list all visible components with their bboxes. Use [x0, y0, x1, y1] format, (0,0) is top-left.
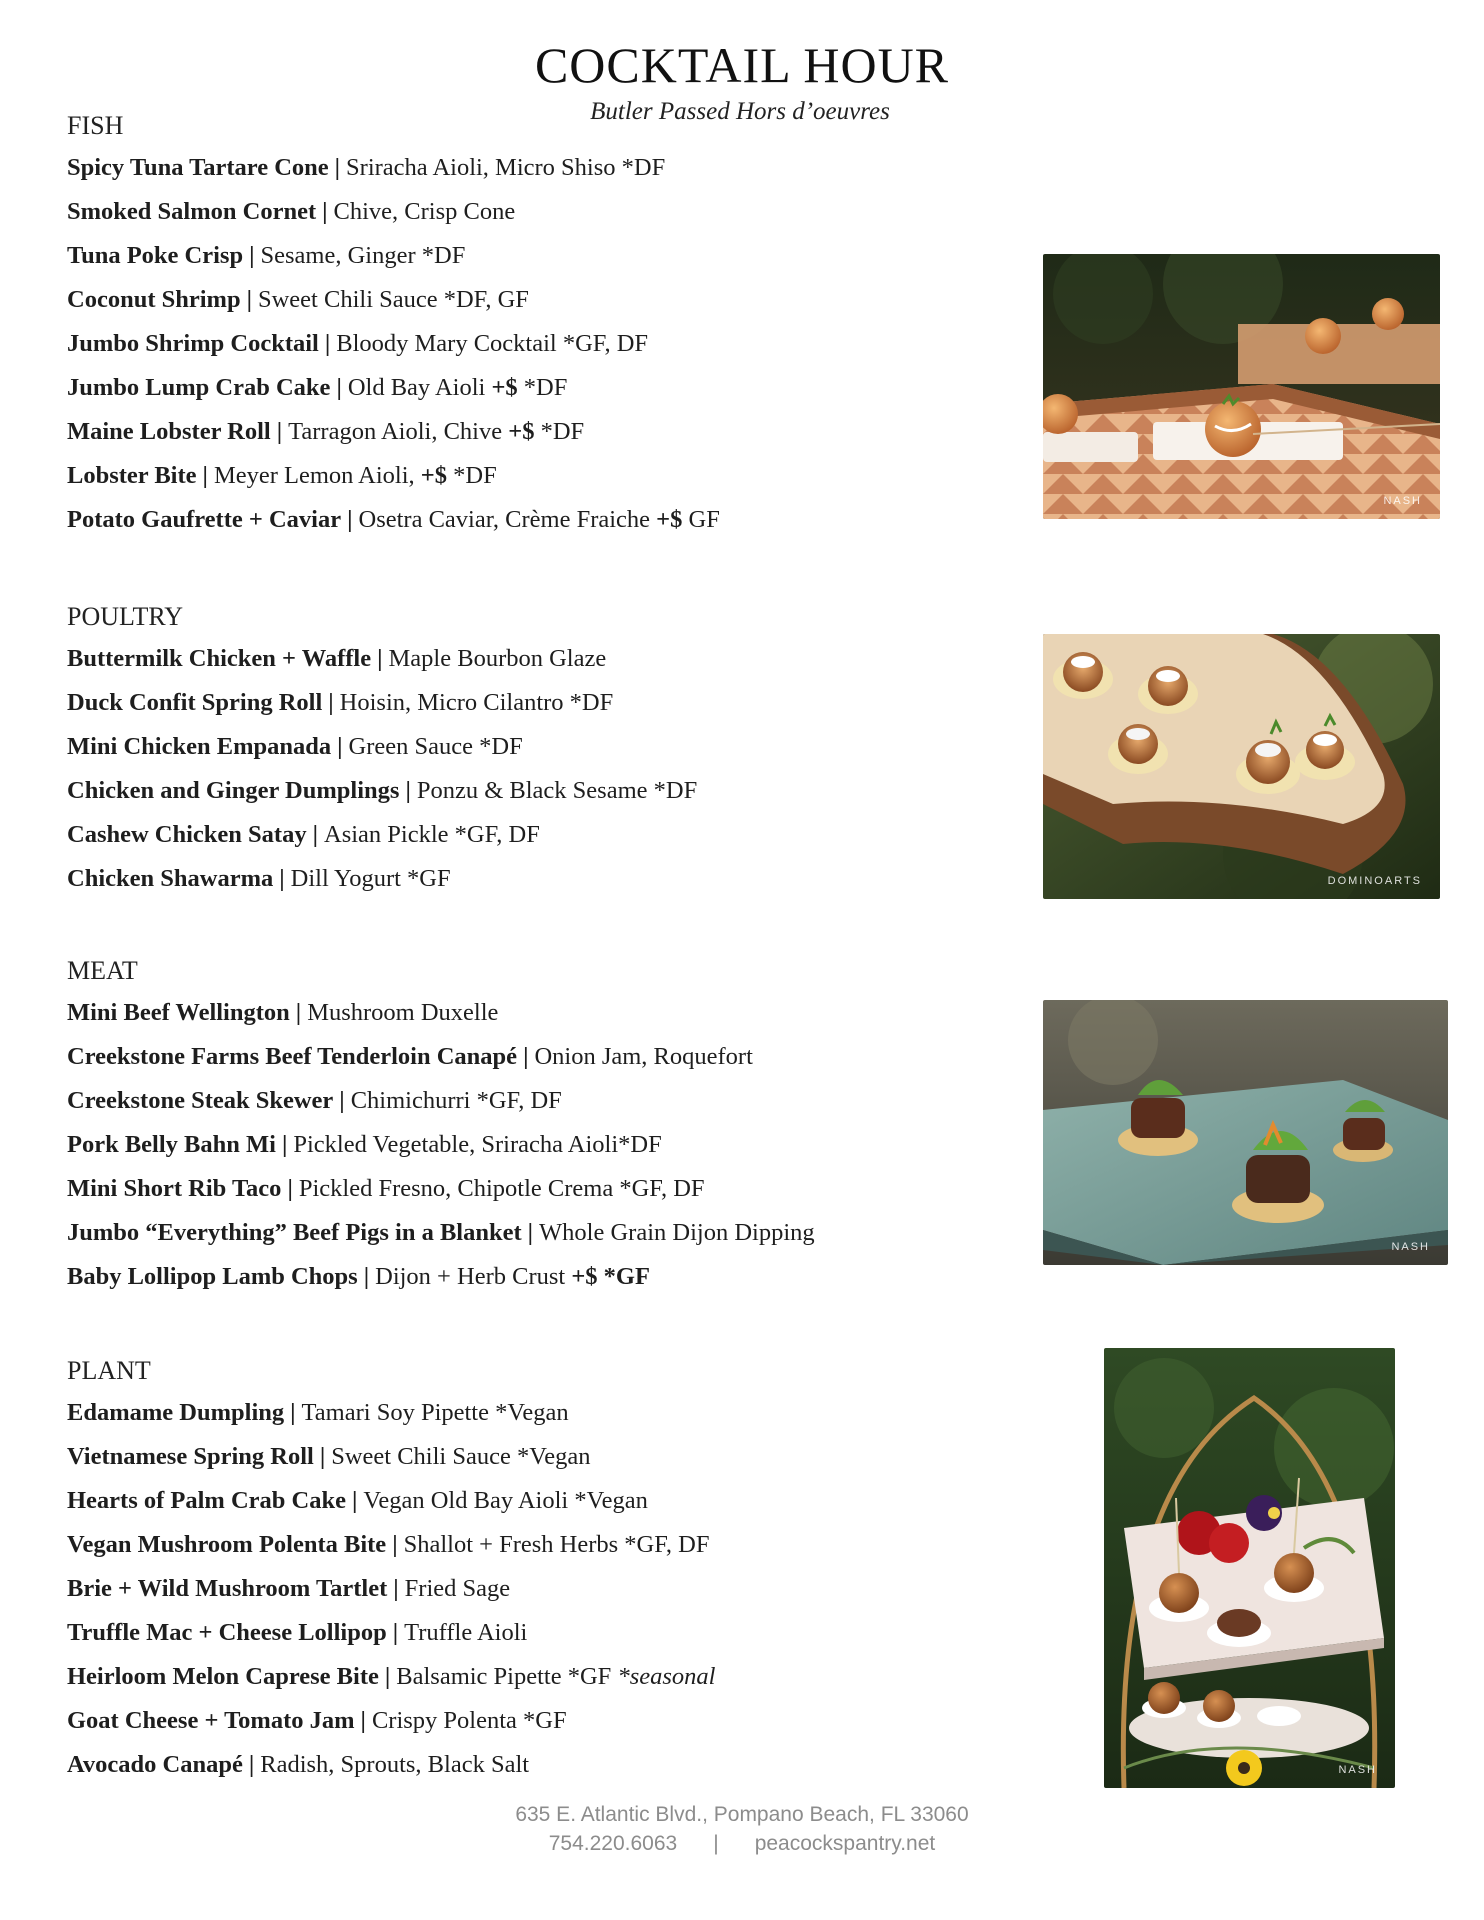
section-poultry [67, 597, 847, 901]
footer-separator: | [713, 1832, 719, 1855]
item-name: Jumbo Shrimp Cocktail [67, 330, 319, 357]
item-desc: Fried Sage [404, 1575, 511, 1602]
item-name: Creekstone Farms Beef Tenderloin Canapé [67, 1043, 518, 1070]
item-desc: Balsamic Pipette *GF [396, 1663, 612, 1690]
item-desc: Onion Jam, Roquefort [534, 1043, 753, 1070]
item-name: Avocado Canapé [67, 1751, 243, 1778]
item-name: Edamame Dumpling [67, 1399, 285, 1426]
photo-watermark: NASH [1338, 1764, 1377, 1776]
menu-item: Truffle Mac + Cheese Lollipop | Truffle Aioli [67, 1619, 528, 1646]
item-desc: Chimichurri *GF, DF [350, 1087, 562, 1114]
item-desc: Dill Yogurt *GF [290, 865, 451, 892]
item-name: Jumbo “Everything” Beef Pigs in a Blanket [67, 1219, 522, 1246]
menu-item: Smoked Salmon Cornet | Chive, Crisp Cone [67, 198, 516, 225]
item-name: Vegan Mushroom Polenta Bite [67, 1531, 387, 1558]
menu-item: Jumbo “Everything” Beef Pigs in a Blanket | Whole Grain Dijon Dipping [67, 1219, 815, 1246]
menu-item: Heirloom Melon Caprese Bite | Balsamic Pipette *GF *seasonal [67, 1663, 716, 1690]
item-desc: Vegan Old Bay Aioli *Vegan [363, 1487, 648, 1514]
menu-item: Avocado Canapé | Radish, Sprouts, Black Salt [67, 1751, 530, 1778]
item-upcharge: +$ [508, 418, 535, 445]
item-tag: *DF [453, 462, 497, 489]
item-name: Hearts of Palm Crab Cake [67, 1487, 346, 1514]
menu-item: Jumbo Shrimp Cocktail | Bloody Mary Cocktail *GF, DF [67, 330, 649, 357]
footer-phone: 754.220.6063 [548, 1832, 678, 1855]
item-desc: Tarragon Aioli, Chive [288, 418, 503, 445]
item-desc: Osetra Caviar, Crème Fraiche [358, 506, 651, 533]
menu-item: Duck Confit Spring Roll | Hoisin, Micro Cilantro *DF [67, 689, 614, 716]
item-name: Cashew Chicken Satay [67, 821, 307, 848]
menu-item: Mini Beef Wellington | Mushroom Duxelle [67, 999, 499, 1026]
item-desc: Meyer Lemon Aioli, [213, 462, 415, 489]
item-name: Coconut Shrimp [67, 286, 241, 313]
menu-item: Buttermilk Chicken + Waffle | Maple Bourbon Glaze [67, 645, 607, 672]
photo-watermark: NASH [1391, 1241, 1430, 1253]
item-desc: Truffle Aioli [404, 1619, 528, 1646]
menu-item: Maine Lobster Roll | Tarragon Aioli, Chive +$ *DF [67, 418, 585, 445]
item-tag: *DF [540, 418, 585, 445]
item-name: Jumbo Lump Crab Cake [67, 374, 331, 401]
photo-watermark: NASH [1383, 495, 1422, 507]
item-desc: Radish, Sprouts, Black Salt [260, 1751, 530, 1778]
section-meat [67, 951, 847, 1299]
item-upcharge: +$ [656, 506, 683, 533]
item-name: Potato Gaufrette + Caviar [67, 506, 342, 533]
food-photo-plant [1104, 1348, 1395, 1788]
item-upcharge: +$ [491, 374, 518, 401]
item-desc: Shallot + Fresh Herbs *GF, DF [403, 1531, 710, 1558]
item-desc: Whole Grain Dijon Dipping [539, 1219, 815, 1246]
footer-website[interactable]: peacockspantry.net [754, 1832, 936, 1855]
menu-item: Chicken and Ginger Dumplings | Ponzu & Black Sesame *DF [67, 777, 698, 804]
item-desc: Hoisin, Micro Cilantro *DF [339, 689, 614, 716]
item-name: Mini Chicken Empanada [67, 733, 332, 760]
item-desc: Sweet Chili Sauce *DF, GF [257, 286, 529, 313]
page-title: COCKTAIL HOUR [534, 37, 950, 93]
item-desc: Ponzu & Black Sesame *DF [416, 777, 698, 804]
menu-item: Mini Chicken Empanada | Green Sauce *DF [67, 733, 523, 760]
item-name: Heirloom Melon Caprese Bite [67, 1663, 379, 1690]
item-name: Mini Beef Wellington [67, 999, 290, 1026]
item-name: Baby Lollipop Lamb Chops [67, 1263, 358, 1290]
menu-item: Creekstone Farms Beef Tenderloin Canapé | Onion Jam, Roquefort [67, 1043, 753, 1070]
item-desc: Bloody Mary Cocktail *GF, DF [336, 330, 649, 357]
item-note: *seasonal [617, 1663, 716, 1690]
item-name: Spicy Tuna Tartare Cone [67, 154, 329, 181]
item-name: Creekstone Steak Skewer [67, 1087, 334, 1114]
menu-item: Chicken Shawarma | Dill Yogurt *GF [67, 865, 451, 892]
section-title-fish: FISH [67, 111, 124, 140]
menu-item: Spicy Tuna Tartare Cone | Sriracha Aioli, Micro Shiso *DF [67, 154, 666, 181]
item-name: Vietnamese Spring Roll [67, 1443, 314, 1470]
menu-item: Coconut Shrimp | Sweet Chili Sauce *DF, GF [67, 286, 529, 313]
item-tag: GF [688, 506, 720, 533]
item-name: Brie + Wild Mushroom Tartlet [67, 1575, 388, 1602]
item-desc: Tamari Soy Pipette *Vegan [301, 1399, 569, 1426]
menu-item: Mini Short Rib Taco | Pickled Fresno, Chipotle Crema *GF, DF [67, 1175, 705, 1202]
food-photo-fish [1043, 254, 1440, 519]
item-tag: *DF [523, 374, 568, 401]
item-desc: Pickled Fresno, Chipotle Crema *GF, DF [298, 1175, 705, 1202]
item-desc: Asian Pickle *GF, DF [324, 821, 540, 848]
menu-item: Cashew Chicken Satay | Asian Pickle *GF, DF [67, 821, 540, 848]
item-name: Buttermilk Chicken + Waffle [67, 645, 372, 672]
photo-watermark: DOMINOARTS [1327, 875, 1422, 887]
menu-item: Brie + Wild Mushroom Tartlet | Fried Sage [67, 1575, 511, 1602]
footer [0, 1800, 1484, 1858]
item-desc: Mushroom Duxelle [307, 999, 499, 1026]
footer-contact [0, 1829, 1484, 1858]
menu-item: Hearts of Palm Crab Cake | Vegan Old Bay Aioli *Vegan [67, 1487, 648, 1514]
item-desc: Old Bay Aioli [347, 374, 486, 401]
item-desc: Sesame, Ginger *DF [260, 242, 466, 269]
item-desc: Sweet Chili Sauce *Vegan [331, 1443, 591, 1470]
item-name: Tuna Poke Crisp [67, 242, 244, 269]
menu-item: Lobster Bite | Meyer Lemon Aioli, +$ *DF [67, 462, 497, 489]
item-name: Goat Cheese + Tomato Jam [67, 1707, 355, 1734]
item-name: Chicken Shawarma [67, 865, 274, 892]
menu-item: Vegan Mushroom Polenta Bite | Shallot + Fresh Herbs *GF, DF [67, 1531, 710, 1558]
item-upcharge: +$ [420, 462, 448, 489]
menu-item: Tuna Poke Crisp | Sesame, Ginger *DF [67, 242, 466, 269]
menu-item: Baby Lollipop Lamb Chops | Dijon + Herb Crust +$ *GF [67, 1263, 650, 1290]
item-desc: Crispy Polenta *GF [371, 1707, 567, 1734]
food-photo-poultry [1043, 634, 1440, 899]
menu-item: Jumbo Lump Crab Cake | Old Bay Aioli +$ *DF [67, 374, 568, 401]
menu-item: Edamame Dumpling | Tamari Soy Pipette *Vegan [67, 1399, 569, 1426]
item-name: Duck Confit Spring Roll [67, 689, 323, 716]
item-desc: Sriracha Aioli, Micro Shiso *DF [346, 154, 666, 181]
section-fish [67, 106, 847, 542]
item-name: Maine Lobster Roll [67, 418, 271, 445]
item-desc: Maple Bourbon Glaze [388, 645, 607, 672]
footer-address: 635 E. Atlantic Blvd., Pompano Beach, FL 33060 [515, 1803, 969, 1826]
section-title-poultry: POULTRY [67, 602, 184, 631]
menu-item: Vietnamese Spring Roll | Sweet Chili Sauce *Vegan [67, 1443, 591, 1470]
item-name: Lobster Bite [67, 462, 197, 489]
item-name: Pork Belly Bahn Mi [67, 1131, 276, 1158]
section-title-meat: MEAT [67, 956, 138, 985]
section-plant [67, 1351, 847, 1787]
item-desc: Green Sauce *DF [348, 733, 523, 760]
item-upcharge: +$ *GF [571, 1263, 650, 1290]
menu-item: Creekstone Steak Skewer | Chimichurri *GF, DF [67, 1087, 562, 1114]
item-desc: Chive, Crisp Cone [333, 198, 516, 225]
item-name: Chicken and Ginger Dumplings [67, 777, 400, 804]
menu-item: Goat Cheese + Tomato Jam | Crispy Polenta *GF [67, 1707, 567, 1734]
menu-item: Potato Gaufrette + Caviar | Osetra Caviar, Crème Fraiche +$ GF [67, 506, 720, 533]
food-photo-meat [1043, 1000, 1448, 1265]
section-title-plant: PLANT [67, 1356, 151, 1385]
menu-item: Pork Belly Bahn Mi | Pickled Vegetable, Sriracha Aioli*DF [67, 1131, 662, 1158]
item-desc: Pickled Vegetable, Sriracha Aioli*DF [293, 1131, 662, 1158]
item-desc: Dijon + Herb Crust [375, 1263, 566, 1290]
item-name: Truffle Mac + Cheese Lollipop [67, 1619, 387, 1646]
item-name: Mini Short Rib Taco [67, 1175, 282, 1202]
page-subtitle: Butler Passed Hors d’oeuvres [590, 98, 890, 125]
item-name: Smoked Salmon Cornet [67, 198, 317, 225]
